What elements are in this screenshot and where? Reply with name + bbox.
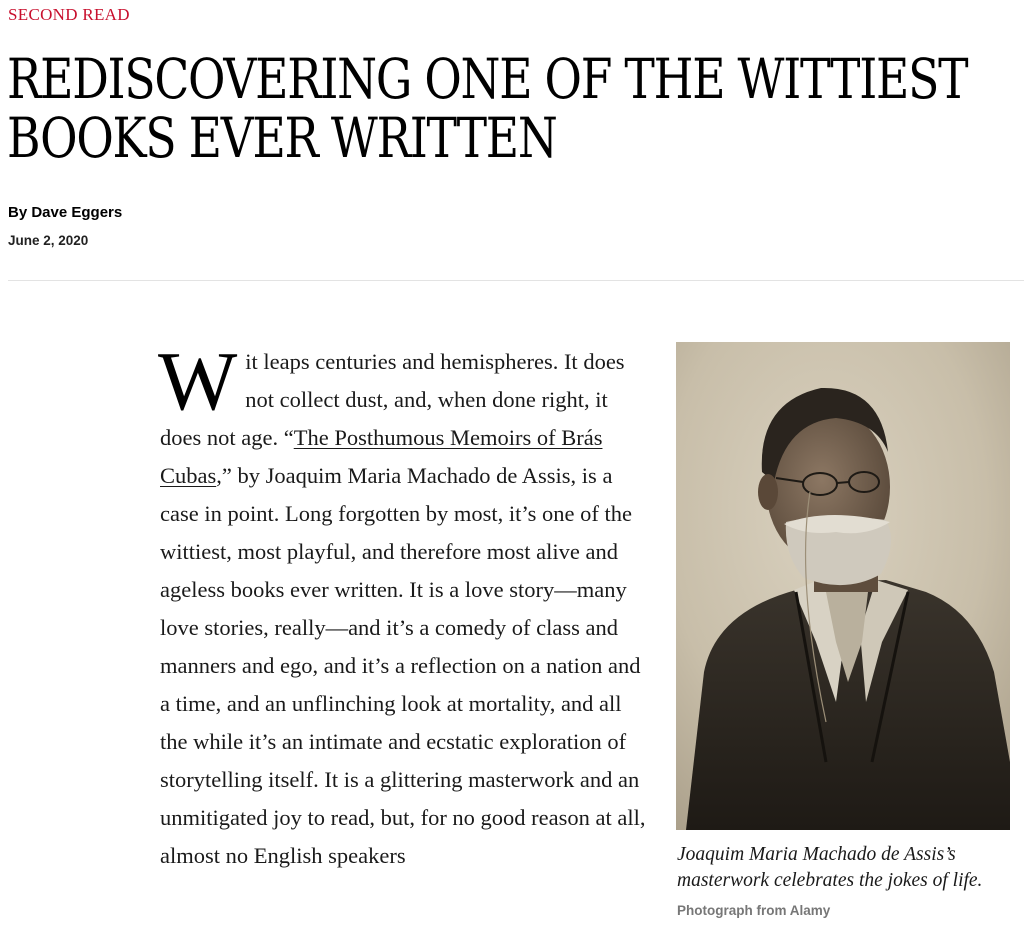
body-rest: ,” by Joaquim Maria Machado de Assis, is a case in point. Long forgotten by most, it’s one of the wittiest, most playful, and therefore most alive and ageless books ever written. It is a love story—many love stories, really—and it’s a comedy of class and manners and ego, and it’s a reflection on a nation and a time, and an unflinching look at mortality, and all the while it’s an intimate and ecstatic exploration of storytelling itself. It is a glittering masterwork and an unmitigated joy to read, but, for no good reason at all, almost no English speakers — [160, 463, 646, 868]
article-body — [158, 335, 650, 875]
headline-line-2: BOOKS EVER WRITTEN — [7, 106, 557, 170]
portrait-photograph — [676, 342, 1010, 830]
book-title-link[interactable]: The Posthumous Memoirs of Brás Cubas — [160, 425, 603, 488]
photo-credit: Photograph from Alamy — [677, 903, 831, 918]
drop-cap: W — [158, 335, 238, 428]
section-rubric[interactable]: SECOND READ — [8, 5, 130, 24]
photo-caption: Joaquim Maria Machado de Assis’s masterwork celebrates the jokes of life. — [677, 844, 983, 891]
publish-date: June 2, 2020 — [8, 233, 89, 248]
byline — [8, 204, 122, 221]
author-link[interactable]: Dave Eggers — [31, 204, 123, 221]
article-headline — [7, 47, 968, 170]
byline-prefix: By — [8, 204, 32, 221]
header-divider — [8, 280, 1024, 281]
body-intro: it leaps centuries and hemispheres. It does not collect dust, and, when done right, it does not age. “ — [160, 349, 625, 450]
headline-line-1: REDISCOVERING ONE OF THE WITTIEST — [7, 47, 968, 111]
